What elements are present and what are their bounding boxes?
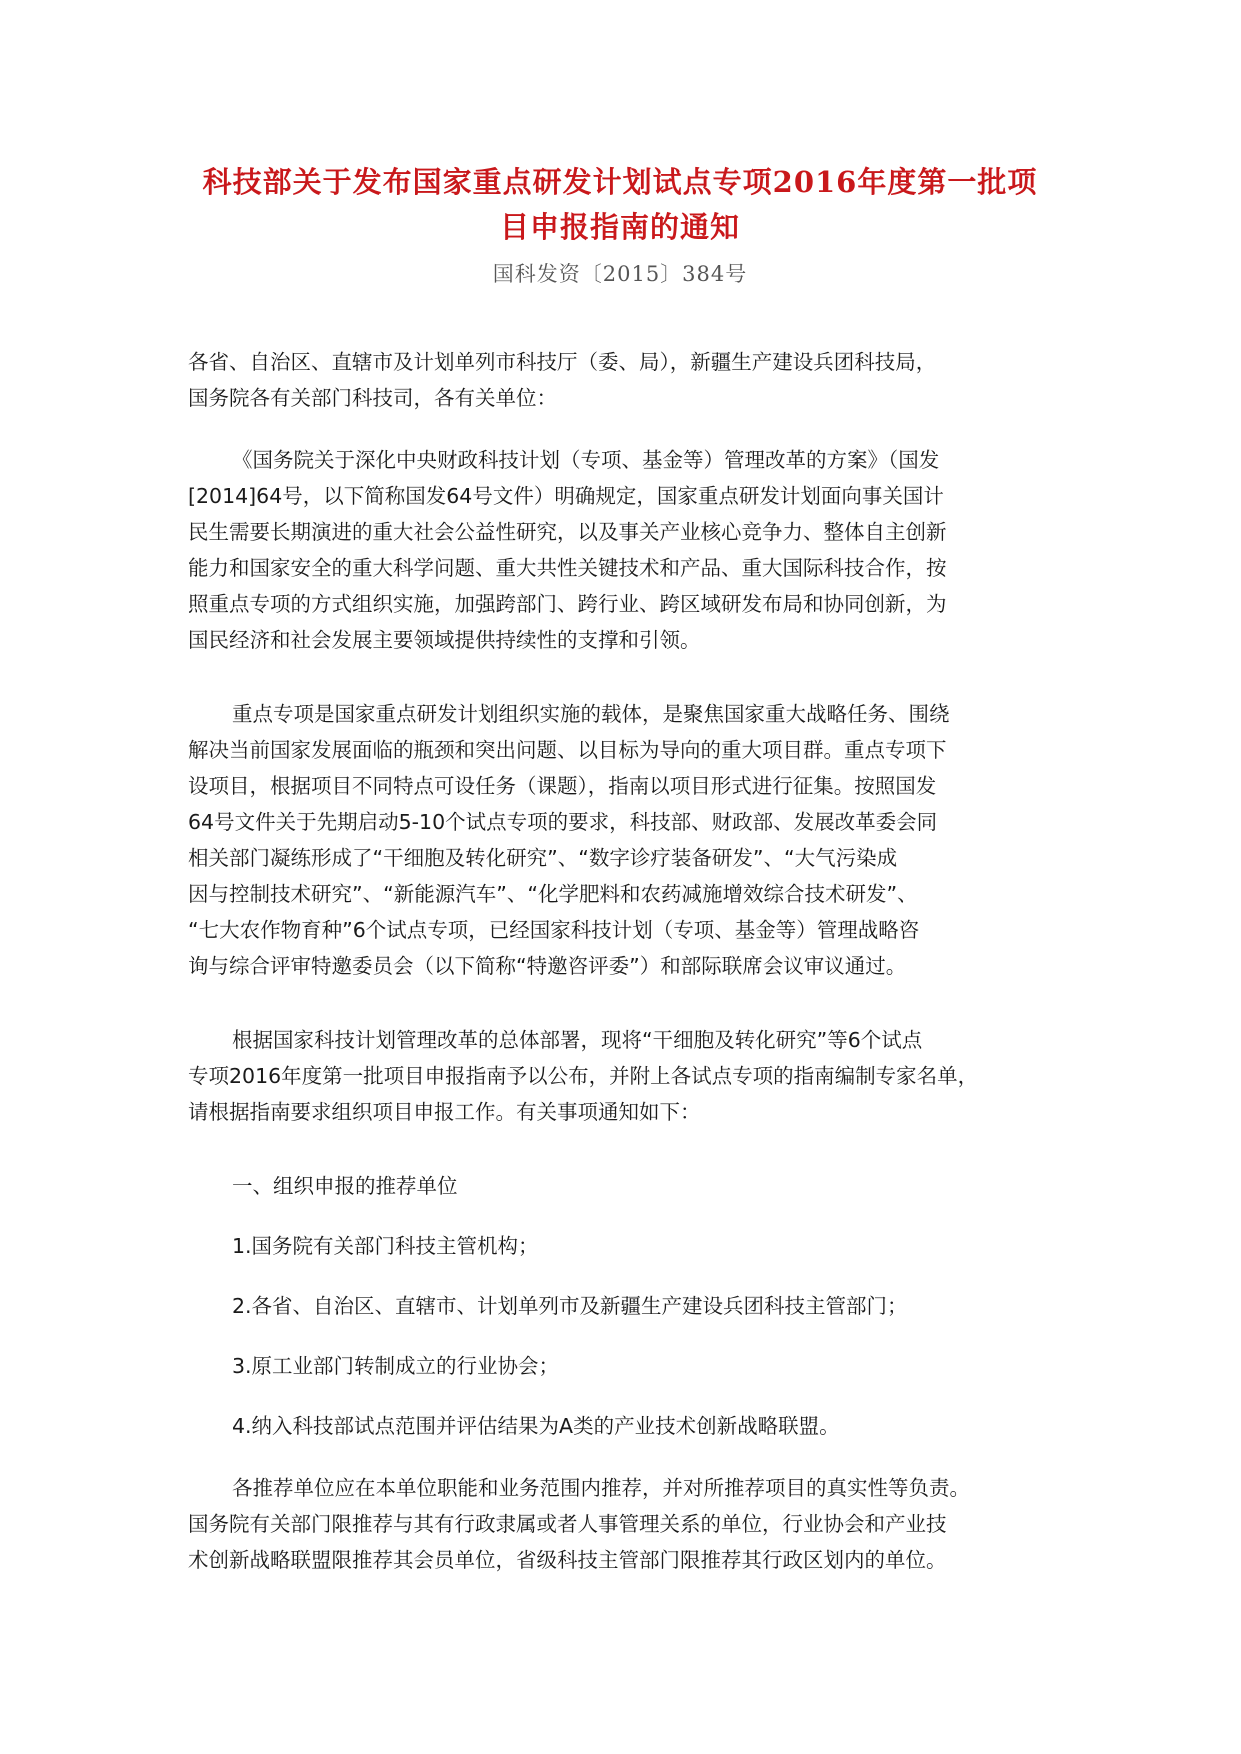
list-item: 3.原工业部门转制成立的行业协会； xyxy=(232,1354,560,1378)
list-item: 4.纳入科技部试点范围并评估结果为A类的产业技术创新战略联盟。 xyxy=(232,1414,840,1438)
paragraph-line: 请根据指南要求组织项目申报工作。有关事项通知如下： xyxy=(188,1100,701,1124)
list-item: 1.国务院有关部门科技主管机构； xyxy=(232,1234,539,1258)
paragraph-line: 国民经济和社会发展主要领域提供持续性的支撑和引领。 xyxy=(188,628,701,652)
paragraph-line: 《国务院关于深化中央财政科技计划（专项、基金等）管理改革的方案》（国发 xyxy=(232,448,940,472)
paragraph-line: 设项目，根据项目不同特点可设任务（课题），指南以项目形式进行征集。按照国发 xyxy=(188,774,937,798)
paragraph-line: 民生需要长期演进的重大社会公益性研究，以及事关产业核心竞争力、整体自主创新 xyxy=(188,520,947,544)
paragraph-line: 国务院有关部门限推荐与其有行政隶属或者人事管理关系的单位，行业协会和产业技 xyxy=(188,1512,947,1536)
addressee-line: 各省、自治区、直辖市及计划单列市科技厅（委、局），新疆生产建设兵团科技局， xyxy=(188,350,937,374)
paragraph-line: 照重点专项的方式组织实施，加强跨部门、跨行业、跨区域研发布局和协同创新，为 xyxy=(188,592,947,616)
document-title-line-2: 目申报指南的通知 xyxy=(499,210,740,244)
document-title-line-1: 科技部关于发布国家重点研发计划试点专项2016年度第一批项 xyxy=(202,165,1038,199)
paragraph-line: 根据国家科技计划管理改革的总体部署，现将“干细胞及转化研究”等6个试点 xyxy=(232,1028,923,1052)
paragraph-line: 术创新战略联盟限推荐其会员单位，省级科技主管部门限推荐其行政区划内的单位。 xyxy=(188,1548,947,1572)
paragraph-line: “七大农作物育种”6个试点专项，已经国家科技计划（专项、基金等）管理战略咨 xyxy=(188,918,920,942)
paragraph-line: 64号文件关于先期启动5-10个试点专项的要求，科技部、财政部、发展改革委会同 xyxy=(188,810,938,834)
paragraph-line: 能力和国家安全的重大科学问题、重大共性关键技术和产品、重大国际科技合作，按 xyxy=(188,556,947,580)
paragraph-line: 专项2016年度第一批项目申报指南予以公布，并附上各试点专项的指南编制专家名单， xyxy=(188,1064,979,1088)
section-heading: 一、组织申报的推荐单位 xyxy=(232,1174,458,1198)
paragraph-line: [2014]64号，以下简称国发64号文件）明确规定，国家重点研发计划面向事关国计 xyxy=(188,484,944,508)
paragraph-line: 因与控制技术研究”、“新能源汽车”、“化学肥料和农药减施增效综合技术研发”、 xyxy=(188,882,918,906)
document-number: 国科发资〔2015〕384号 xyxy=(492,262,748,286)
paragraph-line: 相关部门凝练形成了“干细胞及转化研究”、“数字诊疗装备研发”、“大气污染成 xyxy=(188,846,898,870)
addressee-line: 国务院各有关部门科技司，各有关单位： xyxy=(188,386,557,410)
list-item: 2.各省、自治区、直辖市、计划单列市及新疆生产建设兵团科技主管部门； xyxy=(232,1294,908,1318)
paragraph-line: 重点专项是国家重点研发计划组织实施的载体，是聚焦国家重大战略任务、围绕 xyxy=(232,702,950,726)
paragraph-line: 解决当前国家发展面临的瓶颈和突出问题、以目标为导向的重大项目群。重点专项下 xyxy=(188,738,947,762)
paragraph-line: 各推荐单位应在本单位职能和业务范围内推荐，并对所推荐项目的真实性等负责。 xyxy=(232,1476,970,1500)
paragraph-line: 询与综合评审特邀委员会（以下简称“特邀咨评委”）和部际联席会议审议通过。 xyxy=(188,954,907,978)
